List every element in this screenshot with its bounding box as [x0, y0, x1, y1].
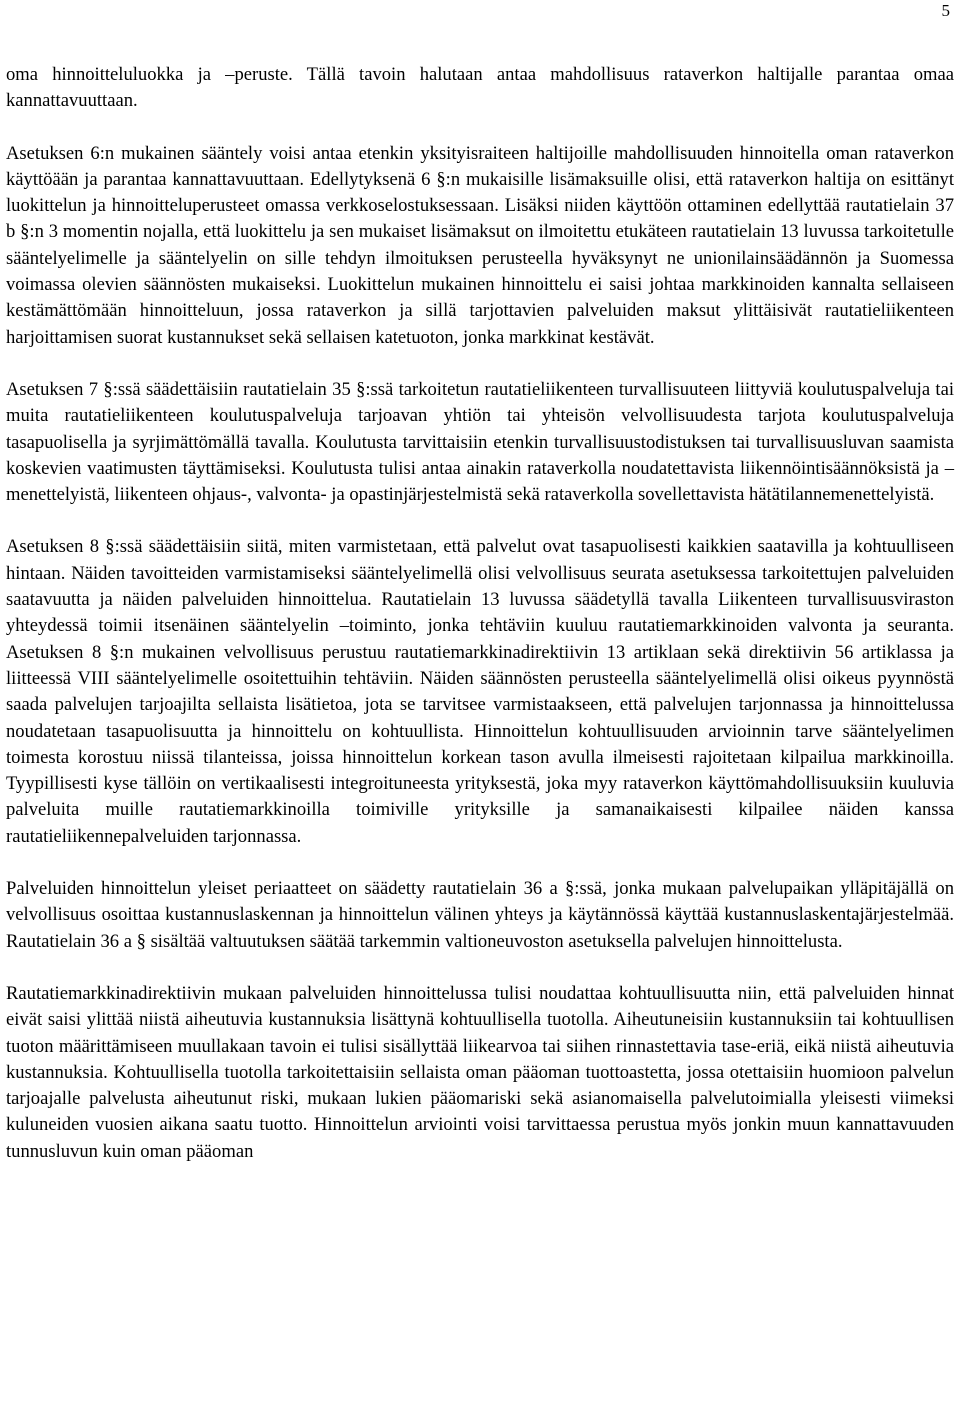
paragraph-pricing-intro: oma hinnoitteluluokka ja –peruste. Tällä tavoin halutaan antaa mahdollisuus rataverkon haltijalle parantaa omaa kannattavuuttaan. [6, 64, 954, 112]
document-body [6, 62, 954, 1165]
paragraph-directive-reasonableness: Rautatiemarkkinadirektiivin mukaan palveluiden hinnoittelussa tulisi noudattaa kohtuullisuutta niin, että palveluiden hinnat eivät saisi ylittää niistä aiheutuvia kustannuksia lisättynä kohtuullisella tuotolla. Aiheutuneisiin kustannuksiin tai kohtuullisen tuoton määrittämiseen muullakaan tavoin ei tulisi sisällyttää liikearvoa tai siihen rinnastettavia tase-eriä, eikä niistä aiheutuvia kustannuksia. Kohtuullisella tuotolla tarkoitettaisiin sellaista oman pääoman tuottoastetta, jossa otettaisiin huomioon palvelun tarjoajalle palvelusta aiheutunut riski, mukaan lukien pääomariski sekä asianomaisella palvelutoimialla yleisesti viimeksi kuluneiden vuosien aikana saatu tuotto. Hinnoittelun arviointi voisi tarvittaessa perustua myös jonkin muun kannattavuuden tunnusluvun kuin oman pääoman [6, 982, 954, 1162]
paragraph-pricing-principles: Palveluiden hinnoittelun yleiset periaatteet on säädetty rautatielain 36 a §:ssä, jonka mukaan palvelupaikan ylläpitäjällä on velvollisuus osoittaa kustannuslaskennan ja hinnoittelun välinen yhteys ja käytännössä käyttää kustannuslaskentajärjestelmää. Rautatielain 36 a § sisältää valtuutuksen säätää tarkemmin valtioneuvoston asetuksella palvelujen hinnoittelusta. [6, 878, 954, 952]
paragraph-section-8: Asetuksen 8 §:ssä säädettäisiin siitä, miten varmistetaan, että palvelut ovat tasapuolisesti kaikkien saatavilla ja kohtuulliseen hintaan. Näiden tavoitteiden varmistamiseksi sääntelyelimellä olisi velvollisuus seurata asetuksessa tarkoitettujen palveluiden saatavuutta ja näiden palveluiden hinnoittelua. Rautatielain 13 luvussa säädetyllä tavalla Liikenteen turvallisuusviraston yhteydessä toimii itsenäinen sääntelyelin –toiminto, jonka tehtäviin kuuluu rautatiemarkkinoiden valvonta ja seuranta. Asetuksen 8 §:n mukainen velvollisuus perustuu rautatiemarkkinadirektiivin 13 artiklaan sekä direktiivin 56 artiklassa ja liitteessä VIII sääntelyelimelle osoitettuihin tehtäviin. Näiden säännösten perusteella sääntelyelimellä olisi oikeus pyynnöstä saada palvelujen tarjoajilta sellaista lisätietoa, jota se tarvitsee varmistaakseen, että palvelujen tarjonnassa ja hinnoittelussa noudatetaan tasapuolisuutta ja hinnoittelu on kohtuullista. Hinnoittelun kohtuullisuuden arvioinnin tarve sääntelyelimen toimesta korostuu niissä tilanteissa, joissa hinnoittelun korkean tason avulla ilmeisesti rajoitetaan kilpailua markkinoilla. Tyypillisesti kyse tällöin on vertikaalisesti integroituneesta yrityksestä, joka myy rataverkon käyttömahdollisuuksiin kuuluvia palveluita muille rautatiemarkkinoilla toimiville yrityksille ja samanaikaisesti kilpailee näiden kanssa rautatieliikennepalveluiden tarjonnassa. [6, 536, 954, 847]
page-number: 5 [941, 1, 950, 20]
paragraph-section-6: Asetuksen 6:n mukainen sääntely voisi antaa etenkin yksityisraiteen haltijoille mahdollisuuden hinnoitella oman rataverkon käyttöään ja parantaa kannattavuuttaan. Edellytyksenä 6 §:n mukaisille lisämaksuille olisi, että rataverkon haltija on esittänyt luokittelun ja hinnoitteluperusteet omassa verkkoselostuksessaan. Lisäksi niiden käyttöön ottaminen edellyttää rautatielain 37 b §:n 3 momentin nojalla, että luokittelu ja sen mukaiset lisämaksut on ilmoitettu etukäteen rautatielain 13 luvussa tarkoitetulle sääntelyelimelle ja sääntelyelin on sille tehdyn ilmoituksen perusteella hyväksynyt ne unionilainsäädännön ja Suomessa voimassa olevien säännösten mukaiseksi. Luokittelun mukainen hinnoittelu ei saisi johtaa markkinoiden kannalta sellaiseen kestämättömään hinnoitteluun, jossa rataverkon ja sillä tarjottavien palveluiden maksut ylittäisivät rautatieliikenteen harjoittamisen suorat kustannukset sekä sellaisen katetuoton, jonka markkinat kestävät. [6, 142, 954, 348]
paragraph-section-7: Asetuksen 7 §:ssä säädettäisiin rautatielain 35 §:ssä tarkoitetun rautatieliikenteen turvallisuuteen liittyviä koulutuspalveluja tai muita rautatieliikenteen koulutuspalveluja tarjoavan yhtiön tai yhteisön velvollisuudesta tarjota koulutuspalveluja tasapuolisella ja syrjimättömällä tavalla. Koulutusta tarvittaisiin etenkin turvallisuustodistuksen tai turvallisuusluvan saamista koskevien vaatimusten täyttämiseksi. Koulutusta tulisi antaa ainakin rataverkolla noudatettavista liikennöintisäännöksistä ja –menettelyistä, liikenteen ohjaus-, valvonta- ja opastinjärjestelmistä sekä rataverkolla sovellettavista hätätilannemenettelyistä. [6, 378, 954, 506]
